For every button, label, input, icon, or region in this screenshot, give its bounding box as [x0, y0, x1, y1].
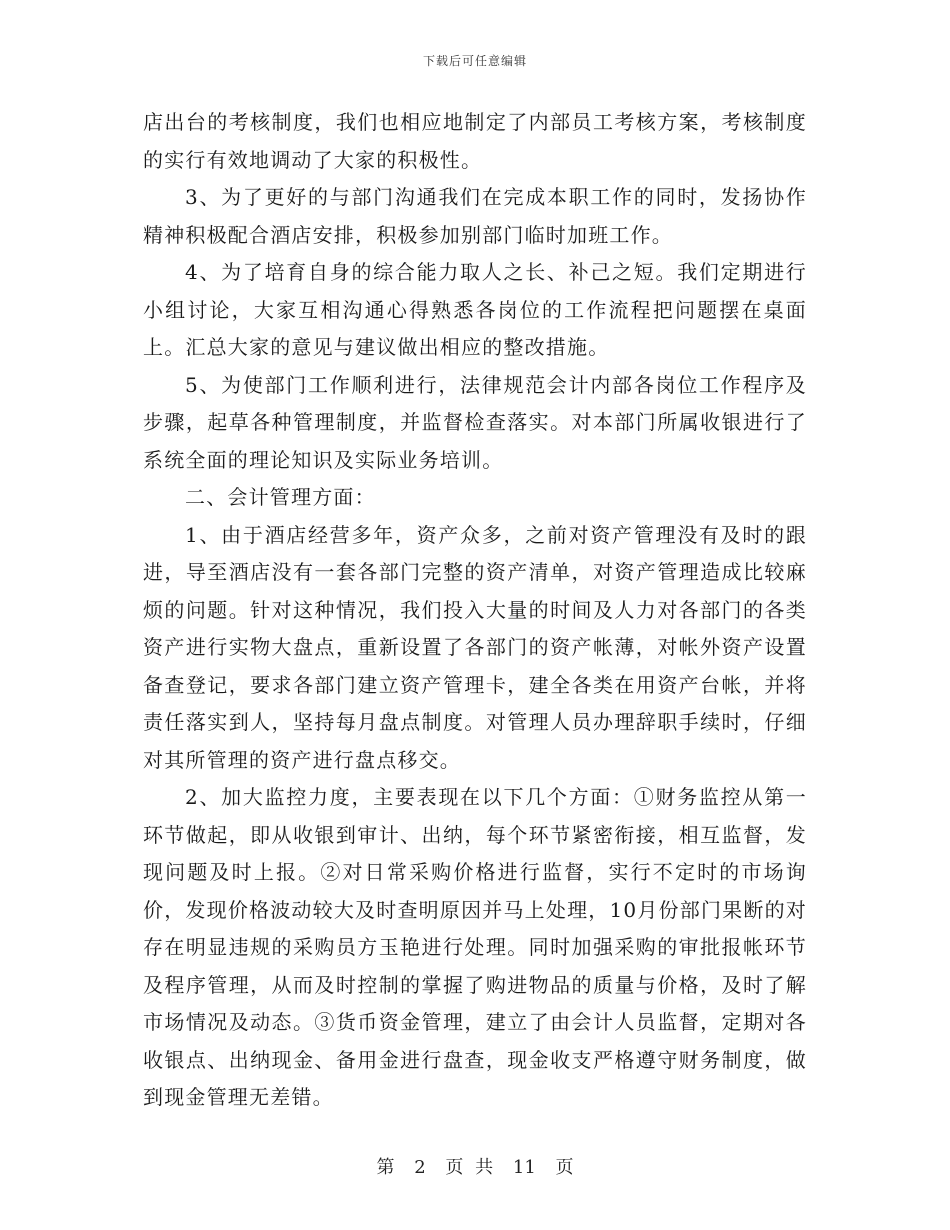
- footer-page-number: 2: [414, 1157, 426, 1178]
- paragraph-item-5: 5、为使部门工作顺利进行，法律规范会计内部各岗位工作程序及步骤，起草各种管理制度，并监督检查落实。对本部门所属收银进行了系统全面的理论知识及实际业务培训。: [143, 372, 807, 472]
- paragraph-accounting-1: 1、由于酒店经营多年，资产众多，之前对资产管理没有及时的跟进，导至酒店没有一套各部门完整的资产清单，对资产管理造成比较麻烦的问题。针对这种情况，我们投入大量的时间及人力对各部门的各类资产进行实物大盘点，重新设置了各部门的资产帐薄，对帐外资产设置备查登记，要求各部门建立资产管理卡，建全各类在用资产台帐，并将责任落实到人，坚持每月盘点制度。对管理人员办理辞职手续时，仔细对其所管理的资产进行盘点移交。: [143, 522, 807, 772]
- paragraph-accounting-2: 2、加大监控力度，主要表现在以下几个方面：①财务监控从第一环节做起，即从收银到审计、出纳，每个环节紧密衔接，相互监督，发现问题及时上报。②对日常采购价格进行监督，实行不定时的市场询价，发现价格波动较大及时查明原因并马上处理，10月份部门果断的对存在明显违规的采购员方玉艳进行处理。同时加强采购的审批报帐环节及程序管理，从而及时控制的掌握了购进物品的质量与价格，及时了解市场情况及动态。③货币资金管理，建立了由会计人员监督，定期对各收银点、出纳现金、备用金进行盘查，现金收支严格遵守财务制度，做到现金管理无差错。: [143, 785, 807, 1109]
- footer-total-pages: 11: [512, 1157, 536, 1178]
- footer-middle: 页 共: [445, 1157, 494, 1178]
- section-heading-accounting: 二、会计管理方面：: [185, 485, 376, 509]
- page-header-note: 下载后可任意编辑: [422, 54, 527, 68]
- paragraph-item-4: 4、为了培育自身的综合能力取人之长、补己之短。我们定期进行小组讨论，大家互相沟通心得熟悉各岗位的工作流程把问题摆在桌面上。汇总大家的意见与建议做出相应的整改措施。: [143, 260, 807, 359]
- footer-suffix: 页: [555, 1157, 574, 1178]
- document-body: [143, 104, 807, 1117]
- footer-prefix: 第: [376, 1157, 395, 1178]
- page-footer: [0, 1153, 950, 1179]
- paragraph-item-3: 3、为了更好的与部门沟通我们在完成本职工作的同时，发扬协作精神积极配合酒店安排，积极参加别部门临时加班工作。: [143, 185, 807, 247]
- paragraph-continuation: 店出台的考核制度，我们也相应地制定了内部员工考核方案，考核制度的实行有效地调动了大家的积极性。: [143, 110, 807, 172]
